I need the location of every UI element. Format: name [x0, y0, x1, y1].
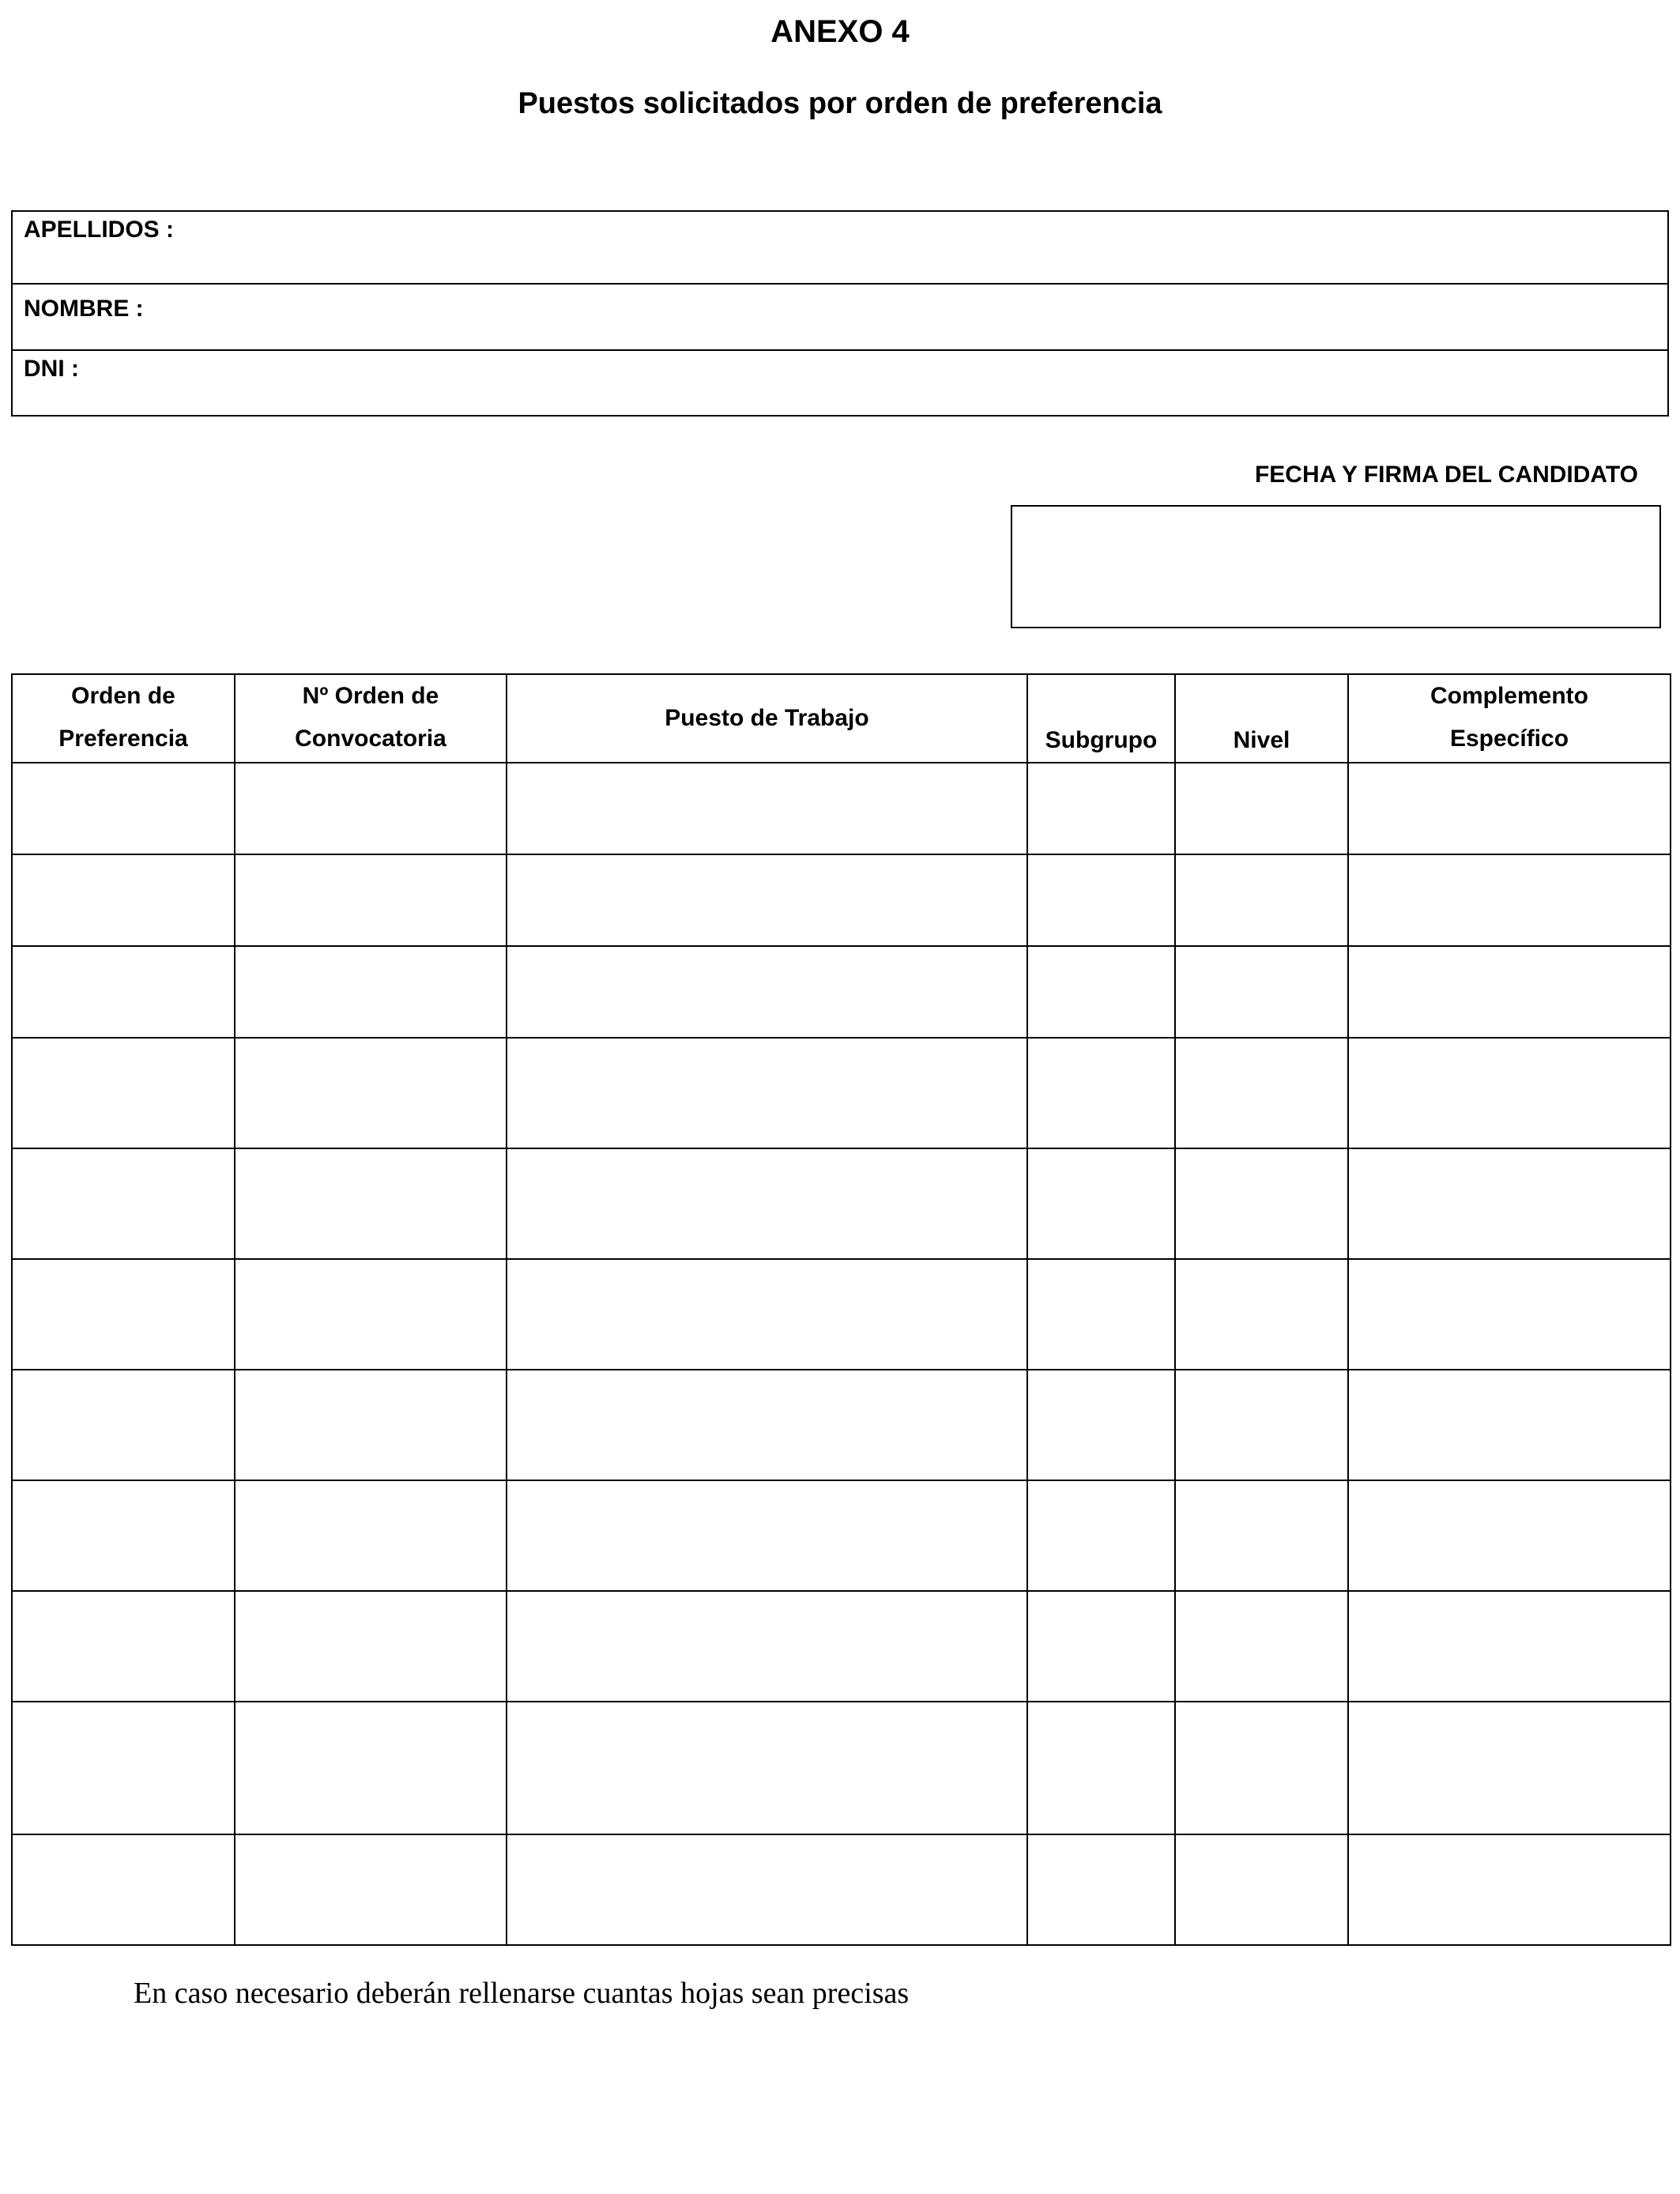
table-cell[interactable]	[1027, 1702, 1175, 1834]
table-cell[interactable]	[507, 1480, 1027, 1591]
table-cell[interactable]	[1348, 1148, 1671, 1259]
table-cell[interactable]	[1175, 763, 1348, 854]
table-cell[interactable]	[235, 946, 507, 1038]
table-row	[12, 1702, 1671, 1834]
table-row	[12, 1834, 1671, 1945]
col-header-line: Preferencia	[58, 726, 188, 752]
table-cell[interactable]	[235, 854, 507, 946]
table-cell[interactable]	[1348, 1259, 1671, 1370]
table-row	[12, 946, 1671, 1038]
table-row	[12, 854, 1671, 946]
table-cell[interactable]	[1348, 763, 1671, 854]
dni-label: DNI :	[24, 356, 79, 382]
table-cell[interactable]	[1027, 854, 1175, 946]
table-row	[12, 1038, 1671, 1148]
col-header-orden-preferencia	[12, 674, 235, 763]
table-cell[interactable]	[235, 1591, 507, 1702]
table-cell[interactable]	[1348, 1370, 1671, 1480]
table-cell[interactable]	[235, 1702, 507, 1834]
table-body	[12, 763, 1671, 1945]
table-cell[interactable]	[507, 1591, 1027, 1702]
table-cell[interactable]	[1027, 1591, 1175, 1702]
table-cell[interactable]	[1027, 1370, 1175, 1480]
table-cell[interactable]	[1175, 1591, 1348, 1702]
table-cell[interactable]	[507, 1038, 1027, 1148]
table-cell[interactable]	[235, 1480, 507, 1591]
table-cell[interactable]	[12, 763, 235, 854]
table-cell[interactable]	[1348, 1591, 1671, 1702]
table-cell[interactable]	[1027, 1480, 1175, 1591]
col-header-puesto: Puesto de Trabajo	[507, 674, 1027, 763]
table-cell[interactable]	[1175, 1148, 1348, 1259]
apellidos-field[interactable]	[13, 212, 1667, 285]
table-cell[interactable]	[1027, 1038, 1175, 1148]
col-header-nivel: Nivel	[1175, 674, 1348, 763]
table-cell[interactable]	[1027, 946, 1175, 1038]
personal-data-box	[11, 210, 1669, 417]
table-cell[interactable]	[1027, 1259, 1175, 1370]
signature-label: FECHA Y FIRMA DEL CANDIDATO	[1254, 462, 1638, 488]
footnote: En caso necesario deberán rellenarse cuantas hojas sean precisas	[134, 1977, 910, 2010]
table-cell[interactable]	[235, 1038, 507, 1148]
table-cell[interactable]	[1175, 1834, 1348, 1945]
page-subtitle: Puestos solicitados por orden de preferencia	[518, 87, 1162, 120]
col-header-orden-convocatoria	[235, 674, 507, 763]
table-cell[interactable]	[12, 1259, 235, 1370]
table-cell[interactable]	[1175, 1702, 1348, 1834]
col-header-line: Convocatoria	[295, 726, 446, 752]
table-cell[interactable]	[1348, 854, 1671, 946]
col-header-line: Nº Orden de	[302, 683, 439, 709]
table-cell[interactable]	[507, 1148, 1027, 1259]
table-cell[interactable]	[235, 1370, 507, 1480]
table-header-row	[12, 674, 1671, 763]
table-cell[interactable]	[12, 1834, 235, 1945]
table-cell[interactable]	[1348, 946, 1671, 1038]
table-cell[interactable]	[1348, 1834, 1671, 1945]
table-cell[interactable]	[1348, 1038, 1671, 1148]
table-cell[interactable]	[12, 1038, 235, 1148]
table-cell[interactable]	[507, 763, 1027, 854]
table-cell[interactable]	[12, 1480, 235, 1591]
table-cell[interactable]	[1027, 1834, 1175, 1945]
table-cell[interactable]	[1027, 1148, 1175, 1259]
table-cell[interactable]	[507, 1702, 1027, 1834]
signature-box[interactable]	[1011, 505, 1661, 628]
table-cell[interactable]	[1175, 1370, 1348, 1480]
table-cell[interactable]	[507, 1259, 1027, 1370]
col-header-complemento	[1348, 674, 1671, 763]
table-row	[12, 763, 1671, 854]
table-cell[interactable]	[12, 1148, 235, 1259]
table-row	[12, 1370, 1671, 1480]
table-row	[12, 1148, 1671, 1259]
table-cell[interactable]	[235, 763, 507, 854]
table-cell[interactable]	[12, 1702, 235, 1834]
col-header-line: Complemento	[1430, 683, 1588, 709]
table-row	[12, 1259, 1671, 1370]
table-cell[interactable]	[1175, 1038, 1348, 1148]
table-cell[interactable]	[235, 1834, 507, 1945]
table-cell[interactable]	[1175, 854, 1348, 946]
table-row	[12, 1591, 1671, 1702]
table-cell[interactable]	[507, 1370, 1027, 1480]
nombre-field[interactable]	[13, 285, 1667, 351]
table-cell[interactable]	[1175, 946, 1348, 1038]
col-header-line: Orden de	[71, 683, 175, 709]
table-cell[interactable]	[235, 1148, 507, 1259]
table-cell[interactable]	[1027, 763, 1175, 854]
col-header-subgrupo: Subgrupo	[1027, 674, 1175, 763]
table-cell[interactable]	[1348, 1702, 1671, 1834]
table-cell[interactable]	[1348, 1480, 1671, 1591]
col-header-line: Específico	[1449, 726, 1569, 752]
table-cell[interactable]	[12, 946, 235, 1038]
apellidos-label: APELLIDOS :	[24, 217, 175, 243]
table-row	[12, 1480, 1671, 1591]
table-cell[interactable]	[1175, 1480, 1348, 1591]
table-cell[interactable]	[12, 854, 235, 946]
table-cell[interactable]	[235, 1259, 507, 1370]
table-cell[interactable]	[507, 946, 1027, 1038]
table-cell[interactable]	[12, 1591, 235, 1702]
annex-title: ANEXO 4	[770, 14, 910, 49]
table-cell[interactable]	[507, 854, 1027, 946]
table-cell[interactable]	[507, 1834, 1027, 1945]
positions-table	[11, 673, 1671, 1946]
table-cell[interactable]	[12, 1370, 235, 1480]
dni-field[interactable]	[13, 351, 1667, 417]
nombre-label: NOMBRE :	[24, 296, 144, 322]
table-cell[interactable]	[1175, 1259, 1348, 1370]
